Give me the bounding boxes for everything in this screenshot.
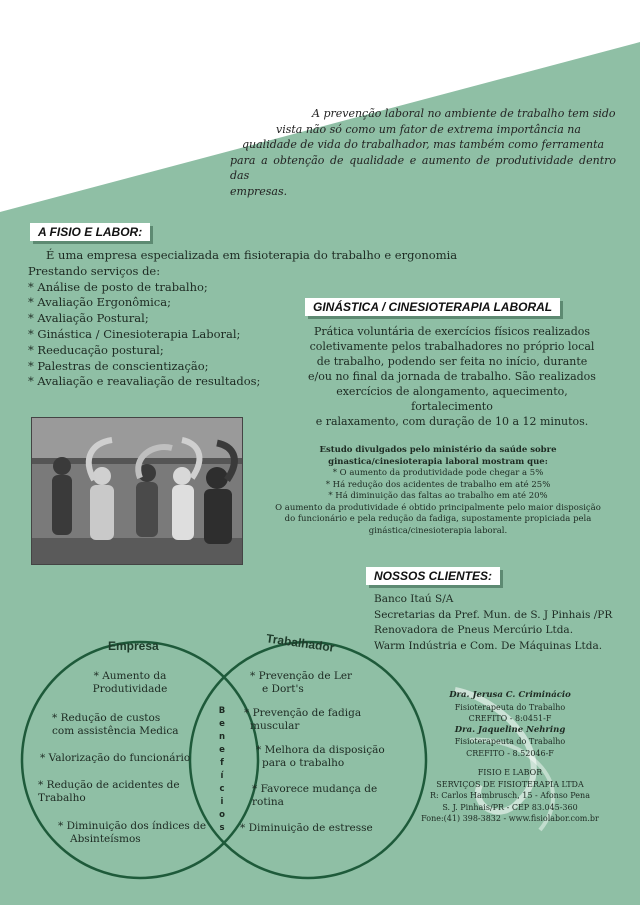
venn-right-item (252, 783, 377, 809)
beneficios-letter: í (220, 771, 224, 781)
service-item: * Ginástica / Cinesioterapia Laboral; (28, 326, 241, 341)
venn-right-item (244, 707, 361, 733)
intro-paragraph (230, 106, 616, 199)
signature-block (400, 690, 620, 825)
beneficios-letter: i (220, 797, 224, 807)
venn-item-line: muscular (250, 720, 300, 732)
company-contact: Fone:(41) 398-3832 - www.fisiolabor.com.br (421, 814, 599, 823)
venn-item-line: * Redução de custos (52, 712, 161, 724)
ginastica-line: e/ou no final da jornada de trabalho. São realizados (308, 370, 596, 383)
beneficios-letter: e (219, 719, 225, 729)
venn-right-item (240, 822, 373, 835)
venn-item-line: e Dort's (262, 683, 304, 695)
company-name: FISIO E LABOR (477, 768, 543, 777)
service-item: * Reeducação postural; (28, 342, 164, 357)
doctor-name: Dra. Jaqueline Nehring (454, 724, 566, 735)
study-title: ginastica/cinesioterapia laboral mostram que: (328, 456, 548, 467)
study-line: * Há redução dos acidentes de trabalho em até 25% (325, 479, 551, 490)
service-item: * Palestras de conscientização; (28, 358, 209, 373)
venn-item-line: * Redução de acidentes de (38, 779, 180, 791)
beneficios-letter: B (218, 706, 226, 716)
ginastica-line: coletivamente pelos trabalhadores no próprio local (309, 340, 595, 353)
venn-item-line: com assistência Medica (52, 725, 179, 737)
doctor-name: Dra. Jerusa C. Criminácio (449, 690, 571, 700)
venn-left-item (38, 779, 180, 805)
ginastica-line: Prática voluntária de exercícios físicos realizados (313, 325, 591, 338)
doctor-crefito: CREFITO - 8:0451-F (468, 714, 552, 723)
venn-label-empresa: Empresa (108, 639, 159, 653)
intro-line: qualidade de vida do trabalhador, mas também como ferramenta (242, 138, 605, 151)
service-item: * Avaliação Postural; (28, 311, 149, 326)
venn-item-line: * Aumento da (93, 670, 167, 682)
ginastica-line: e ralaxamento, com duração de 10 a 12 minutos. (315, 415, 589, 428)
client-item: Secretarias da Pref. Mun. de S. J Pinhais /PR (374, 608, 613, 621)
venn-item-line: para o trabalho (262, 757, 345, 769)
venn-item-line: * Diminuição dos índices de (58, 820, 207, 832)
doctor-crefito: CREFITO - 8.52046-F (466, 748, 554, 758)
venn-item-line: * Diminuição de estresse (240, 822, 373, 834)
company-address: R: Carlos Hambrusch, 15 - Afonso Pena (430, 791, 590, 800)
beneficios-letter: n (218, 732, 226, 742)
venn-item-line: Absinteísmos (70, 833, 141, 845)
beneficios-letter: e (219, 745, 225, 755)
client-item: Renovadora de Pneus Mercúrio Ltda. (374, 624, 574, 636)
about-header: A FISIO E LABOR: (30, 223, 150, 241)
venn-item-line: * Prevenção de Ler (250, 670, 353, 682)
venn-left-item (40, 752, 190, 765)
study-line: * Há diminuição das faltas ao trabalho em até 20% (328, 491, 548, 501)
intro-line: A prevenção laboral no ambiente de trabalho tem sido (312, 107, 616, 120)
venn-left-item (75, 670, 185, 696)
company-legal-name: SERVIÇOS DE FISIOTERAPIA LTDA (436, 779, 584, 789)
venn-item-line: Produtividade (92, 683, 168, 695)
exercise-photo-illustration (32, 418, 242, 564)
clients-list (374, 592, 634, 654)
service-item: * Análise de posto de trabalho; (28, 279, 208, 294)
venn-item-line: * Prevenção de fadiga (244, 707, 362, 719)
company-address: S. J. Pinhais/PR - CEP 83.045-360 (442, 802, 578, 812)
venn-left-item (52, 712, 179, 738)
about-description: É uma empresa especializada em fisioterapia do trabalho e ergonomia (46, 248, 458, 262)
study-line: O aumento da produtividade é obtido principalmente pelo maior disposição (275, 502, 601, 513)
study-block (252, 445, 624, 537)
beneficios-letter: s (219, 823, 225, 833)
venn-right-item (256, 744, 385, 770)
ginastica-line: de trabalho, podendo ser feita no início, durante (316, 355, 588, 368)
spacer (400, 759, 620, 767)
venn-right-item (250, 670, 352, 696)
beneficios-vertical (207, 705, 237, 835)
beneficios-letter: c (219, 784, 225, 794)
beneficios-letter: f (220, 758, 224, 768)
exercise-photo (31, 417, 243, 565)
client-item: Warm Indústria e Com. De Máquinas Ltda. (374, 639, 603, 652)
beneficios-letter: o (219, 810, 225, 820)
ginastica-line: exercícios de alongamento, aquecimento, fortalecimento (336, 385, 568, 413)
venn-label-trabalhador: Trabalhador (265, 631, 336, 655)
client-item: Banco Itaú S/A (374, 593, 454, 605)
doctor-title: Fisioterapeuta do Trabalho (454, 737, 566, 746)
venn-item-line: * Valorização do funcionário (40, 752, 191, 764)
study-line: do funcionário e pela redução da fadiga, supostamente propiciada pela (284, 514, 592, 524)
service-item: * Avaliação Ergonômica; (28, 295, 171, 310)
venn-item-line: * Favorece mudança de (252, 783, 378, 795)
doctor-title: Fisioterapeuta do Trabalho (454, 702, 566, 712)
venn-left-item (58, 820, 206, 846)
venn-item-line: rotina (252, 796, 284, 808)
clients-header: NOSSOS CLIENTES: (366, 567, 500, 585)
intro-line: vista não só como um fator de extrema importância na (276, 122, 581, 136)
study-line: ginástica/cinesioterapia laboral. (368, 525, 508, 536)
study-line: * O aumento da produtividade pode chegar a 5% (332, 468, 544, 478)
study-title: Estudo divulgados pelo ministério da saúde sobre (319, 445, 557, 455)
service-item: * Avaliação e reavaliação de resultados; (28, 374, 261, 389)
ginastica-header: GINÁSTICA / CINESIOTERAPIA LABORAL (305, 298, 560, 316)
venn-item-line: * Melhora da disposição (256, 744, 385, 756)
intro-line: para a obtenção de qualidade e aumento de produtividade dentro das (230, 153, 616, 182)
services-label: Prestando serviços de: (28, 263, 161, 278)
intro-line: empresas. (230, 184, 288, 198)
ginastica-paragraph (300, 324, 604, 429)
venn-item-line: Trabalho (38, 792, 86, 804)
